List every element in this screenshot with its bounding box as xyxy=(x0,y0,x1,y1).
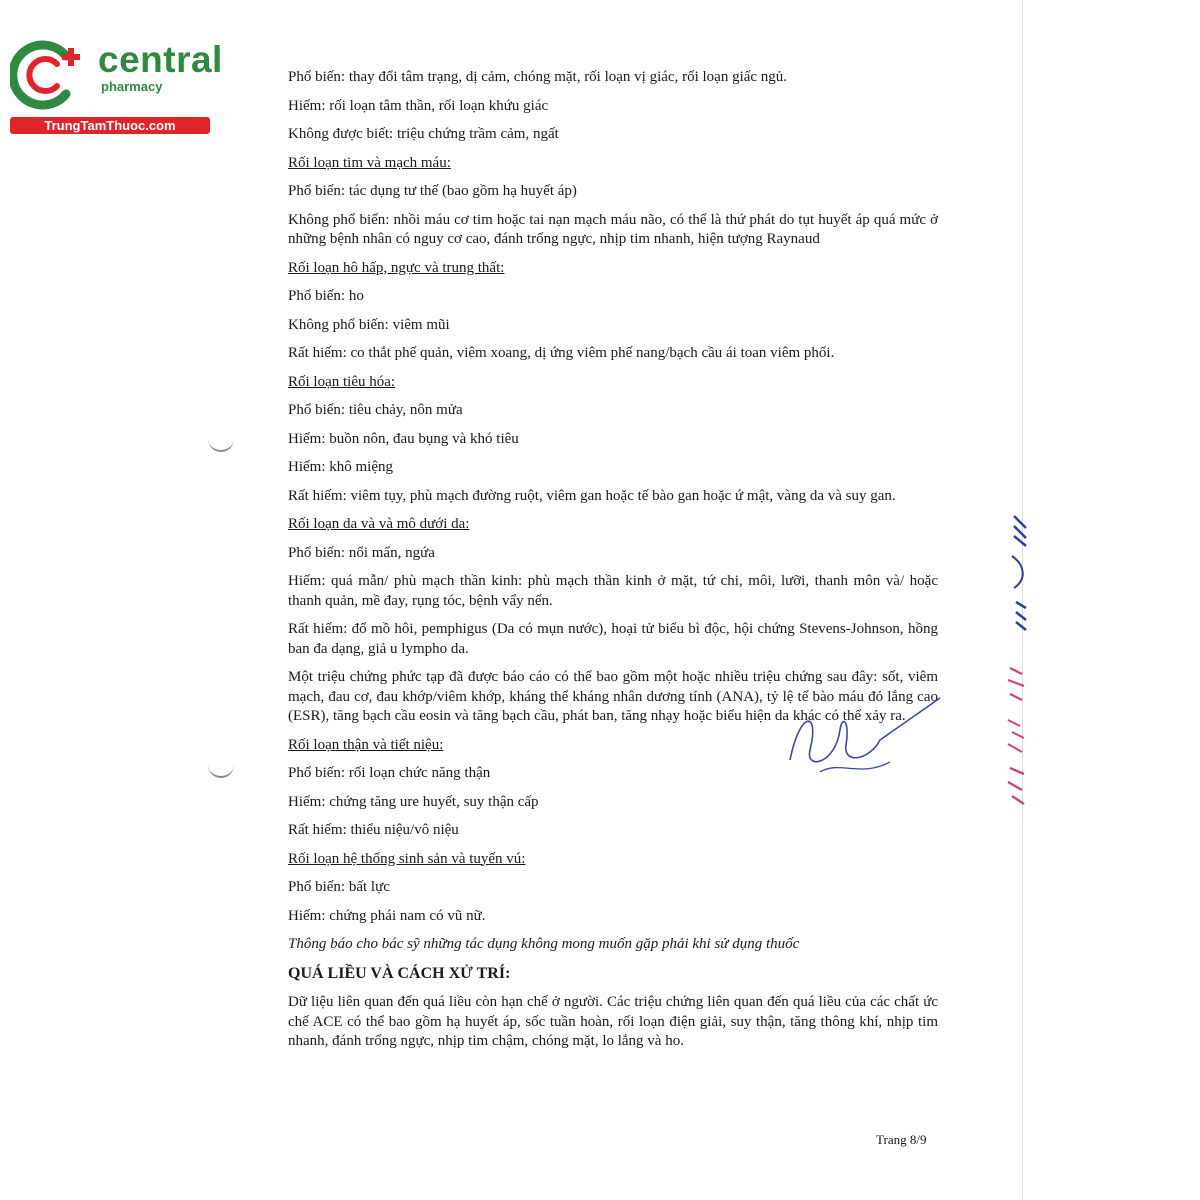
logo-website-band[interactable]: TrungTamThuoc.com xyxy=(10,117,210,134)
logo-wordmark: central xyxy=(98,39,223,80)
subsection-heading: Rối loạn hô hấp, ngực và trung thất: xyxy=(288,259,505,276)
paragraph: Hiếm: buồn nôn, đau bụng và khó tiêu xyxy=(288,430,519,447)
signature-scribble-icon xyxy=(780,690,950,780)
central-pharmacy-logo[interactable] xyxy=(10,36,223,136)
paragraph: Phổ biến: bất lực xyxy=(288,879,390,895)
paragraph: Hiếm: quá mẫn/ phù mạch thần kinh: phù mạch thần kinh ở mặt, tứ chi, môi, lưỡi, thanh môn và/ hoặc thanh quản, mề đay, rụng tóc, bệnh vẩy nến. xyxy=(288,573,938,609)
paragraph: Phổ biến: rối loạn chức năng thận xyxy=(288,765,491,781)
paragraph: Dữ liệu liên quan đến quá liều còn hạn chế ở người. Các triệu chứng liên quan đến quá liều của các chất ức chế ACE có thể bao gồm hạ huyết áp, sốc tuần hoàn, rối loạn điện giải, suy thận, tăng thông khí, nhịp tim nhanh, đánh trống ngực, nhịp tim chậm, chóng mặt, lo lắng và ho. xyxy=(288,994,938,1049)
subsection-heading: Rối loạn thận và tiết niệu: xyxy=(288,736,444,753)
paragraph: Rất hiếm: viêm tụy, phù mạch đường ruột, viêm gan hoặc tế bào gan hoặc ứ mật, vàng da và suy gan. xyxy=(288,487,896,504)
red-stamp-fragment-icon xyxy=(998,660,1028,810)
paragraph: Không được biết: triệu chứng trầm cảm, ngất xyxy=(288,126,559,142)
paragraph: Hiếm: chứng tăng ure huyết, suy thận cấp xyxy=(288,793,539,810)
paragraph: Hiếm: rối loạn tâm thần, rối loạn khứu giác xyxy=(288,97,549,114)
paragraph: Phổ biến: nổi mẩn, ngứa xyxy=(288,544,435,561)
punch-hole-mark xyxy=(208,436,234,452)
paragraph: Một triệu chứng phức tạp đã được báo cáo có thể bao gồm một hoặc nhiều triệu chứng sau đây: sốt, viêm mạch, đau cơ, đau khớp/viêm khớp, kháng thể kháng nhân dương tính (ANA), tỷ lệ tế bào máu đỏ lắng cao (ESR), tăng bạch cầu eosin và tăng bạch cầu, phát ban, tăng nhạy hoặc biểu hiện da khác có thể xảy ra. xyxy=(288,669,938,724)
document-body xyxy=(288,68,938,1061)
paragraph: Phổ biến: thay đổi tâm trạng, dị cảm, chóng mặt, rối loạn vị giác, rối loạn giấc ngủ. xyxy=(288,69,788,85)
notice-italic: Thông báo cho bác sỹ những tác dụng không mong muốn gặp phải khi sử dụng thuốc xyxy=(288,936,800,952)
subsection-heading: Rối loạn da và và mô dưới da: xyxy=(288,516,470,532)
paragraph: Không phổ biến: nhồi máu cơ tim hoặc tai nạn mạch máu não, có thể là thứ phát do tụt huyết áp quá mức ở những bệnh nhân có nguy cơ cao, đánh trống ngực, nhịp tim nhanh, hiện tượng Raynaud xyxy=(288,211,938,247)
subsection-heading: Rối loạn tiêu hóa: xyxy=(288,373,396,390)
page-number: Trang 8/9 xyxy=(876,1132,927,1147)
subsection-heading: Rối loạn tim và mạch máu: xyxy=(288,154,451,171)
paragraph: Phổ biến: tiêu chảy, nôn mửa xyxy=(288,402,463,418)
paragraph: Hiếm: khô miệng xyxy=(288,459,393,475)
subsection-heading: Rối loạn hệ thống sinh sản và tuyến vú: xyxy=(288,850,526,867)
paragraph: Hiếm: chứng phái nam có vũ nữ. xyxy=(288,907,486,924)
paragraph: Rất hiếm: đổ mồ hôi, pemphigus (Da có mụn nước), hoại tử biểu bì độc, hội chứng Stevens-Johnson, hồng ban đa dạng, giả u lympho da. xyxy=(288,621,938,657)
punch-hole-mark xyxy=(208,762,234,778)
section-heading-overdose: QUÁ LIỀU VÀ CÁCH XỬ TRÍ: xyxy=(288,964,511,982)
pharmacy-emblem-icon xyxy=(10,36,94,114)
blue-seal-fragment-icon xyxy=(1000,510,1030,640)
paragraph: Không phổ biến: viêm mũi xyxy=(288,316,450,333)
logo-subtitle: pharmacy xyxy=(101,79,163,94)
paragraph: Rất hiếm: co thắt phế quản, viêm xoang, dị ứng viêm phế nang/bạch cầu ái toan viêm phổi. xyxy=(288,345,835,361)
paragraph: Rất hiếm: thiểu niệu/vô niệu xyxy=(288,822,459,838)
paragraph: Phổ biến: tác dụng tư thế (bao gồm hạ huyết áp) xyxy=(288,183,577,199)
paragraph: Phổ biến: ho xyxy=(288,288,364,304)
